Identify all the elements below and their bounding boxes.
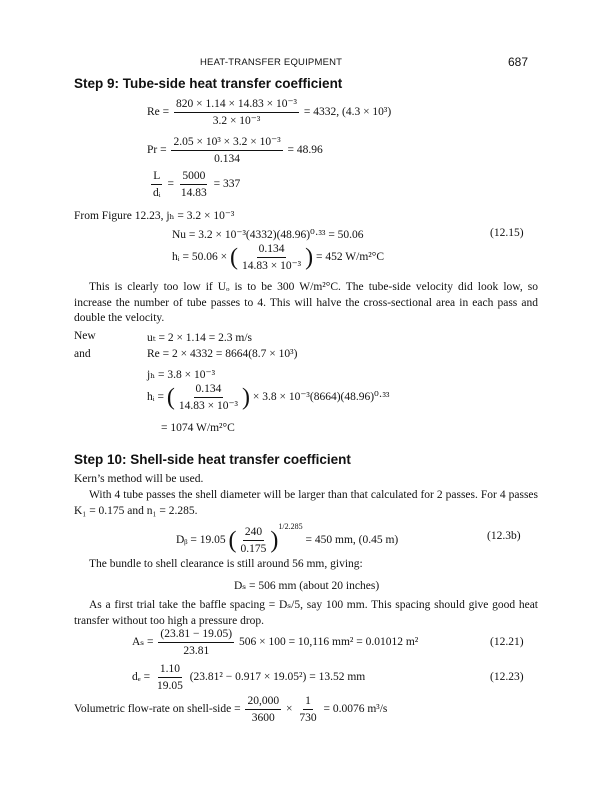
flow-numerator-1: 20,000	[245, 694, 281, 710]
hi-rhs: = 452 W/m²°C	[316, 251, 384, 264]
hi2-equation: hᵢ = ( $\frac{0.134}{\text{14.83 × 10⁻³}}$ ) × 3.8 × 10⁻³(8664)(48.96)⁰·³³	[147, 383, 390, 412]
hi2-numerator: 0.134	[194, 382, 224, 398]
as-fraction	[158, 627, 234, 658]
re-equation	[147, 97, 391, 128]
flow-fraction-1	[245, 694, 281, 725]
flow-rhs: = 0.0076 m³/s	[323, 703, 388, 716]
step10-heading: Step 10: Shell-side heat transfer coefficient	[74, 452, 351, 467]
hi2-fraction	[177, 382, 240, 413]
flow-numerator-2: 1	[303, 694, 313, 710]
pr-rhs: = 48.96	[287, 144, 323, 157]
from-figure-text: From Figure 12.23, jₕ = 3.2 × 10⁻³	[74, 210, 235, 222]
pr-denominator: 0.134	[214, 153, 240, 165]
db-exponent: 1/2.285	[278, 522, 303, 531]
page-number: 687	[508, 55, 529, 69]
ld-equation: $\frac{L}{\text{dᵢ}}$ = $\frac{5000}{14.83}$ = 337	[153, 170, 241, 199]
de-denominator: 19.05	[156, 680, 183, 692]
kern-text: Kern’s method will be used.	[74, 473, 204, 485]
re-fraction	[174, 97, 299, 128]
hi2-rhs: × 3.8 × 10⁻³(8664)(48.96)⁰·³³	[252, 391, 390, 404]
flow-rate-equation	[74, 694, 387, 725]
hi2-result: = 1074 W/m²°C	[161, 422, 235, 434]
pr-numerator: 2.05 × 10³ × 3.2 × 10⁻³	[171, 135, 282, 151]
as-denominator: 23.81	[183, 645, 210, 657]
hi-equation: hᵢ = 50.06 × ( $\frac{0.134}{\text{14.83 × 10⁻³}}$ ) = 452 W/m²°C	[172, 243, 384, 272]
flow-denominator-2: 730	[299, 712, 317, 724]
nu-equation-number: (12.15)	[490, 227, 524, 239]
hi-denominator: 14.83 × 10⁻³	[241, 260, 302, 272]
de-lhs: dₑ =	[132, 671, 151, 684]
de-fraction	[155, 662, 185, 693]
hi2-lhs: hᵢ =	[147, 391, 164, 404]
db-equation-number: (12.3b)	[487, 530, 521, 542]
hi-lhs: hᵢ = 50.06 ×	[172, 251, 228, 264]
de-equation-number: (12.23)	[490, 671, 524, 683]
ld-denominator: 14.83	[180, 187, 207, 199]
passes-paragraph: With 4 tube passes the shell diameter will be larger than that calculated for 2 passes. For 4 passes K₁ = 0.175 and n₁ = 2.285.	[74, 489, 538, 517]
velocity-paragraph: This is clearly too low if Uₒ is to be 300 W/m²°C. The tube-side velocity did look low, so increase the number of tube passes to 4. This will halve the cross-sectional area in each pass and double the velocity.	[74, 281, 538, 324]
as-rhs: 506 × 100 = 10,116 mm² = 0.01012 m²	[238, 636, 419, 649]
de-rhs: (23.81² − 0.917 × 19.05²) = 13.52 mm	[189, 671, 366, 684]
de-equation	[132, 662, 365, 693]
flow-times: ×	[285, 703, 293, 716]
flow-fraction-2	[297, 694, 318, 725]
ld-fraction	[179, 169, 209, 200]
baffle-paragraph: As a first trial take the baffle spacing = Dₛ/5, say 100 mm. This spacing should give good heat transfer without too high a pressure drop.	[74, 599, 538, 627]
db-rhs: = 450 mm, (0.45 m)	[305, 534, 399, 546]
jh-equation: jₕ = 3.8 × 10⁻³	[147, 369, 216, 381]
as-lhs: Aₛ =	[132, 636, 154, 649]
pr-lhs: Pr =	[147, 144, 167, 157]
new-re-equation: Re = 2 × 4332 = 8664(8.7 × 10³)	[147, 348, 298, 360]
re-denominator: 3.2 × 10⁻³	[212, 115, 261, 127]
hi2-denominator: 14.83 × 10⁻³	[178, 400, 239, 412]
as-numerator: (23.81 − 19.05)	[158, 627, 234, 643]
db-lhs: Dᵦ = 19.05	[176, 534, 226, 546]
db-numerator: 240	[243, 525, 264, 541]
db-fraction	[239, 525, 269, 556]
flow-denominator-1: 3600	[251, 712, 275, 724]
ld-rhs: = 337	[213, 178, 241, 191]
ld-lhs-fraction	[151, 169, 163, 200]
clearance-text: The bundle to shell clearance is still around 56 mm, giving:	[89, 558, 363, 570]
db-equation: Dᵦ = 19.05 ( $\frac{240}{0.175}$ )$^{1/2.285}$ = 450 mm, (0.45 m)	[176, 522, 399, 555]
new-velocity-equation: uₜ = 2 × 1.14 = 2.3 m/s	[147, 332, 253, 344]
pr-fraction	[171, 135, 282, 166]
new-label: New	[74, 330, 96, 342]
ld-lhs-denominator: dᵢ	[153, 187, 161, 199]
step9-heading: Step 9: Tube-side heat transfer coefficient	[74, 76, 343, 91]
re-lhs: Re =	[147, 106, 170, 119]
ds-equation: Dₛ = 506 mm (about 20 inches)	[234, 580, 380, 592]
hi-numerator: 0.134	[257, 242, 287, 258]
and-label: and	[74, 348, 91, 360]
hi-fraction	[240, 242, 303, 273]
nu-equation: Nu = 3.2 × 10⁻³(4332)(48.96)⁰·³³ = 50.06	[172, 229, 364, 241]
re-rhs: = 4332, (4.3 × 10³)	[303, 106, 392, 119]
flow-lhs: Volumetric flow-rate on shell-side =	[74, 703, 241, 716]
running-title: HEAT-TRANSFER EQUIPMENT	[200, 57, 343, 68]
as-equation	[132, 627, 418, 658]
ld-numerator: 5000	[180, 169, 207, 185]
de-numerator: 1.10	[158, 662, 182, 678]
pr-equation	[147, 135, 323, 166]
db-denominator: 0.175	[240, 542, 267, 555]
re-numerator: 820 × 1.14 × 14.83 × 10⁻³	[174, 97, 299, 113]
ld-lhs-numerator: L	[151, 169, 162, 185]
as-equation-number: (12.21)	[490, 636, 524, 648]
